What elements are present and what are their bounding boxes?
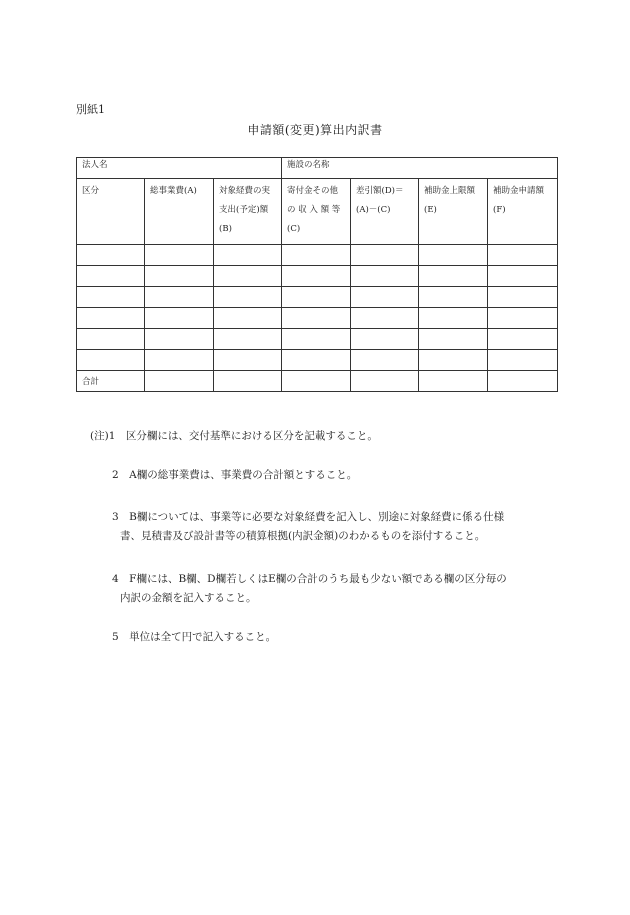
note-4-line-1: 4 F欄には、B欄、D欄若しくはE欄の合計のうち最も少ない額である欄の区分毎の [112, 573, 507, 585]
table-cell[interactable] [282, 266, 351, 287]
table-cell[interactable] [214, 287, 282, 308]
table-cell[interactable] [351, 266, 419, 287]
table-cell[interactable] [282, 329, 351, 350]
col-header-eligible-expense [214, 179, 282, 245]
table-cell[interactable] [351, 350, 419, 371]
table-row [77, 287, 558, 308]
col-header-total-cost-text: 総事業費(A) [150, 186, 197, 196]
table-cell[interactable] [351, 287, 419, 308]
col-header-category-text: 区分 [82, 186, 100, 196]
document-title: 申請額(変更)算出内訳書 [247, 123, 383, 137]
table-cell[interactable] [214, 329, 282, 350]
col-header-subsidy-cap-line1: 補助金上限額 [424, 186, 476, 196]
table-cell[interactable] [77, 350, 145, 371]
table-cell[interactable] [488, 329, 558, 350]
total-label-cell [77, 371, 145, 392]
table-cell[interactable] [351, 371, 419, 392]
table-cell[interactable] [419, 245, 488, 266]
table-cell[interactable] [214, 245, 282, 266]
table-cell[interactable] [77, 245, 145, 266]
note-3-line-2: 書、見積書及び設計書等の積算根拠(内訳金額)のわかるものを添付すること。 [120, 530, 486, 542]
table-cell[interactable] [145, 245, 214, 266]
table-cell[interactable] [351, 245, 419, 266]
col-header-subsidy-request-line1: 補助金申請額 [493, 186, 545, 196]
table-row [77, 308, 558, 329]
table-cell[interactable] [145, 350, 214, 371]
table-cell[interactable] [77, 308, 145, 329]
table-cell[interactable] [214, 308, 282, 329]
col-header-eligible-expense-line3: (B) [219, 224, 232, 234]
table-cell[interactable] [488, 308, 558, 329]
col-header-subsidy-cap-line2: (E) [424, 205, 437, 215]
table-cell[interactable] [488, 266, 558, 287]
facility-name-label-cell [282, 158, 558, 179]
table-cell[interactable] [145, 287, 214, 308]
facility-name-label: 施設の名称 [287, 160, 330, 170]
table-cell[interactable] [214, 266, 282, 287]
col-header-total-cost [145, 179, 214, 245]
table-cell[interactable] [488, 287, 558, 308]
note-4-line-2: 内訳の金額を記入すること。 [120, 592, 257, 604]
table-cell[interactable] [77, 266, 145, 287]
table-cell[interactable] [214, 350, 282, 371]
table-total-row [77, 371, 558, 392]
table-cell[interactable] [419, 287, 488, 308]
table-cell[interactable] [351, 308, 419, 329]
col-header-donations-line3: (C) [287, 224, 301, 234]
col-header-difference-line2: (A)－(C) [356, 205, 391, 215]
col-header-difference [351, 179, 419, 245]
table-cell[interactable] [282, 245, 351, 266]
note-5: 5 単位は全て円で記入すること。 [112, 631, 277, 643]
table-row [77, 266, 558, 287]
table-cell[interactable] [282, 350, 351, 371]
col-header-category [77, 179, 145, 245]
note-2: 2 A欄の総事業費は、事業費の合計額とすること。 [112, 469, 358, 481]
table-cell[interactable] [77, 329, 145, 350]
table-cell[interactable] [419, 308, 488, 329]
col-header-eligible-expense-line2: 支出(予定)額 [219, 205, 269, 215]
corp-name-label-cell [77, 158, 282, 179]
table-row [77, 350, 558, 371]
table-cell[interactable] [145, 329, 214, 350]
col-header-subsidy-request-line2: (F) [493, 205, 506, 215]
table-cell[interactable] [214, 371, 282, 392]
col-header-difference-line1: 差引額(D)＝ [356, 186, 404, 196]
col-header-subsidy-request [488, 179, 558, 245]
table-cell[interactable] [488, 350, 558, 371]
note-1: (注)1 区分欄には、交付基準における区分を記載すること。 [90, 430, 378, 442]
corp-name-label: 法人名 [82, 160, 108, 170]
table-cell[interactable] [145, 308, 214, 329]
table-cell[interactable] [488, 371, 558, 392]
table-row [77, 245, 558, 266]
table-cell[interactable] [419, 350, 488, 371]
table-header-row-top [77, 158, 558, 179]
col-header-subsidy-cap [419, 179, 488, 245]
attachment-label: 別紙1 [76, 103, 105, 116]
table-header-row-columns [77, 179, 558, 245]
col-header-eligible-expense-line1: 対象経費の実 [219, 186, 271, 196]
col-header-donations [282, 179, 351, 245]
table-cell[interactable] [145, 266, 214, 287]
breakdown-table [76, 157, 558, 392]
table-cell[interactable] [282, 308, 351, 329]
table-row [77, 329, 558, 350]
table-cell[interactable] [77, 287, 145, 308]
table-cell[interactable] [282, 287, 351, 308]
col-header-donations-line2: の 収 入 額 等 [287, 205, 341, 215]
table-cell[interactable] [145, 371, 214, 392]
table-cell[interactable] [419, 266, 488, 287]
table-cell[interactable] [282, 371, 351, 392]
col-header-donations-line1: 寄付金その他 [287, 186, 339, 196]
table-cell[interactable] [488, 245, 558, 266]
note-3-line-1: 3 B欄については、事業等に必要な対象経費を記入し、別途に対象経費に係る仕様 [112, 511, 505, 523]
table-cell[interactable] [351, 329, 419, 350]
table-cell[interactable] [419, 371, 488, 392]
total-label: 合計 [82, 377, 100, 387]
table-cell[interactable] [419, 329, 488, 350]
